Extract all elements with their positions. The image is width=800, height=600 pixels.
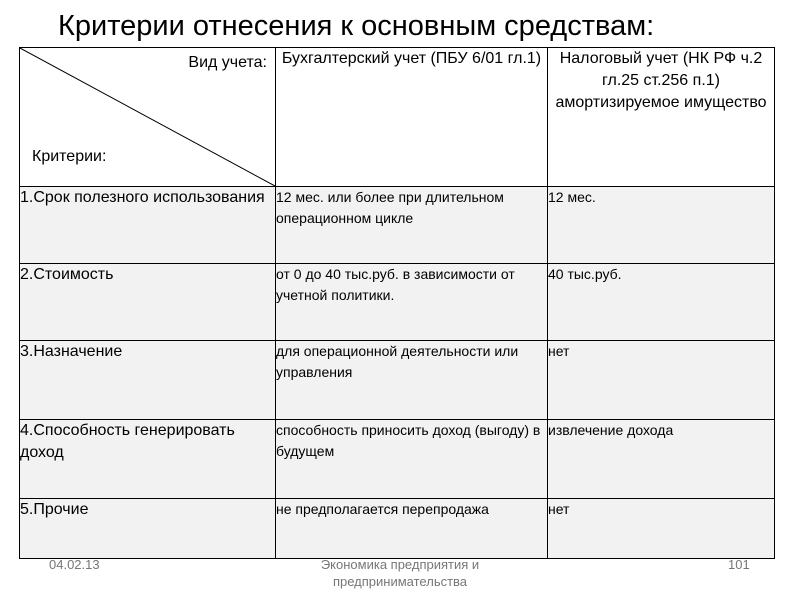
criterion-cell: 1.Срок полезного использования (20, 187, 276, 264)
slide-title: Критерии отнесения к основным средствам: (58, 10, 655, 42)
criteria-table (19, 47, 775, 559)
header-tax: Налоговый учет (НК РФ ч.2 гл.25 ст.256 п.1) амортизируемое имущество (548, 48, 775, 187)
tax-cell: нет (548, 499, 775, 559)
criterion-cell: 3.Назначение (20, 341, 276, 420)
accounting-cell: способность приносить доход (выгоду) в будущем (276, 420, 548, 499)
header-criteria-label: Критерии: (32, 148, 107, 165)
criterion-cell: 2.Стоимость (20, 264, 276, 341)
tax-cell: извлечение дохода (548, 420, 775, 499)
footer-page-number: 101 (728, 557, 750, 572)
accounting-cell: для операционной деятельности или управления (276, 341, 548, 420)
table-row (20, 264, 775, 341)
header-view-label: Вид учета: (188, 54, 267, 71)
accounting-cell: 12 мес. или более при длительном операционном цикле (276, 187, 548, 264)
header-diagonal-cell (20, 48, 276, 187)
footer-date: 04.02.13 (49, 557, 100, 572)
table-row (20, 187, 775, 264)
tax-cell: 12 мес. (548, 187, 775, 264)
accounting-cell: не предполагается перепродажа (276, 499, 548, 559)
accounting-cell: от 0 до 40 тыс.руб. в зависимости от учетной политики. (276, 264, 548, 341)
table-row (20, 341, 775, 420)
table-header-row (20, 48, 775, 187)
criterion-cell: 4.Способность генерировать доход (20, 420, 276, 499)
tax-cell: 40 тыс.руб. (548, 264, 775, 341)
criterion-cell: 5.Прочие (20, 499, 276, 559)
header-accounting: Бухгалтерский учет (ПБУ 6/01 гл.1) (276, 48, 548, 187)
footer-title: Экономика предприятия и предпринимательства (320, 557, 480, 589)
tax-cell: нет (548, 341, 775, 420)
table-row (20, 499, 775, 559)
table-row (20, 420, 775, 499)
